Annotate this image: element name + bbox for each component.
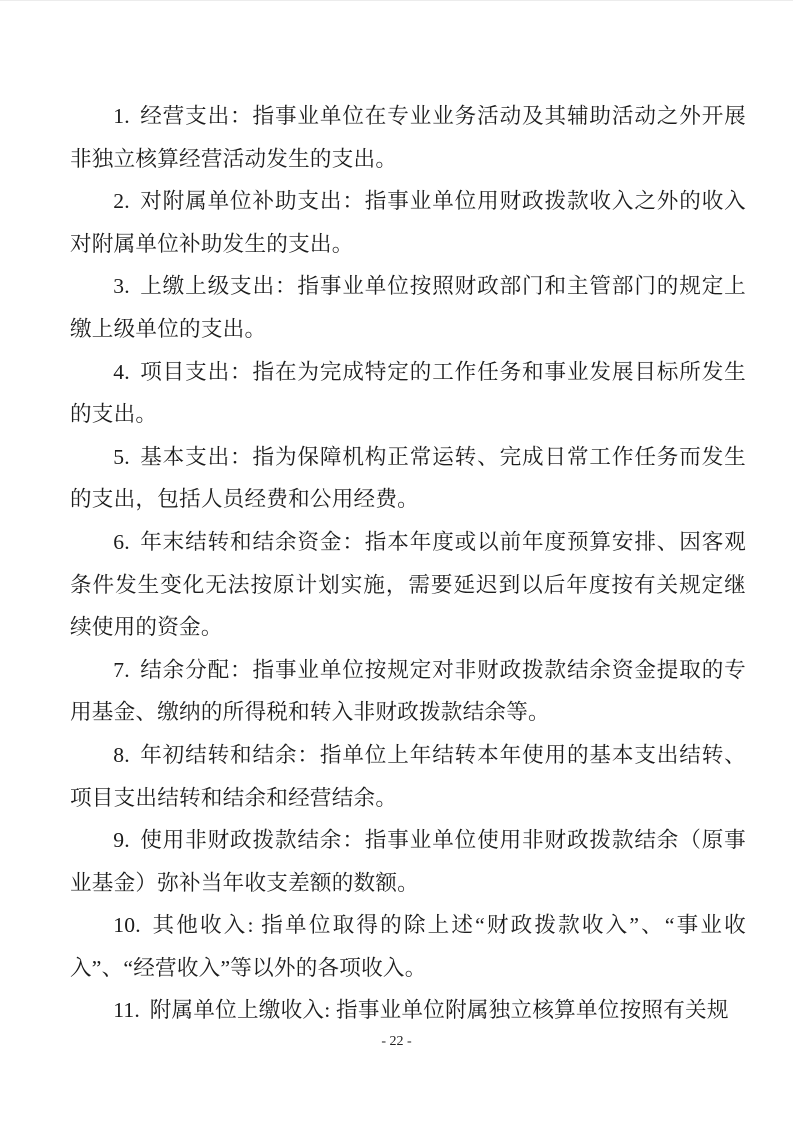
page-footer — [0, 1032, 793, 1052]
paragraph-number: 2. — [113, 189, 130, 214]
definition-paragraph — [70, 989, 746, 1032]
definition-paragraph — [70, 521, 746, 649]
paragraph-text: 基本支出：指为保障机构正常运转、完成日常工作任务而发生的支出，包括人员经费和公用经费。 — [70, 444, 746, 512]
document-body — [70, 95, 746, 1032]
definition-paragraph — [70, 734, 746, 819]
definition-paragraph — [70, 819, 746, 904]
paragraph-number: 8. — [113, 742, 130, 767]
paragraph-number: 5. — [113, 444, 130, 469]
paragraph-text: 对附属单位补助支出：指事业单位用财政拨款收入之外的收入对附属单位补助发生的支出。 — [70, 189, 746, 256]
definition-paragraph — [70, 436, 746, 521]
definition-paragraph — [70, 95, 746, 180]
paragraph-number: 10. — [113, 913, 141, 938]
paragraph-text: 经营支出：指事业单位在专业业务活动及其辅助活动之外开展非独立核算经营活动发生的支出。 — [70, 104, 746, 171]
paragraph-number: 11. — [113, 998, 141, 1023]
paragraph-number: 1. — [113, 104, 130, 128]
paragraph-text: 使用非财政拨款结余：指事业单位使用非财政拨款结余（原事业基金）弥补当年收支差额的数额。 — [70, 828, 746, 895]
paragraph-text: 年初结转和结余：指单位上年结转本年使用的基本支出结转、项目支出结转和结余和经营结余。 — [70, 742, 746, 810]
paragraph-number: 3. — [113, 274, 130, 299]
paragraph-text: 上缴上级支出：指事业单位按照财政部门和主管部门的规定上缴上级单位的支出。 — [70, 274, 746, 341]
paragraph-text: 其他收入: 指单位取得的除上述“财政拨款收入”、“事业收入”、“经营收入”等以外的各项收入。 — [70, 913, 746, 980]
paragraph-text: 结余分配：指事业单位按规定对非财政拨款结余资金提取的专用基金、缴纳的所得税和转入非财政拨款结余等。 — [70, 657, 746, 725]
definition-paragraph — [70, 649, 746, 734]
paragraph-number: 4. — [113, 359, 130, 384]
paragraph-text: 年末结转和结余资金：指本年度或以前年度预算安排、因客观条件发生变化无法按原计划实施，需要延迟到以后年度按有关规定继续使用的资金。 — [70, 529, 746, 640]
definition-paragraph — [70, 180, 746, 265]
paragraph-text: 附属单位上缴收入: 指事业单位附属独立核算单位按照有关规 — [149, 998, 729, 1023]
page-number: - 22 - — [381, 1034, 412, 1049]
definition-paragraph — [70, 351, 746, 436]
paragraph-number: 9. — [113, 828, 130, 853]
paragraph-number: 7. — [113, 657, 130, 682]
paragraph-text: 项目支出：指在为完成特定的工作任务和事业发展目标所发生的支出。 — [70, 359, 746, 427]
definition-paragraph — [70, 265, 746, 350]
definition-paragraph — [70, 904, 746, 989]
paragraph-number: 6. — [113, 529, 130, 554]
